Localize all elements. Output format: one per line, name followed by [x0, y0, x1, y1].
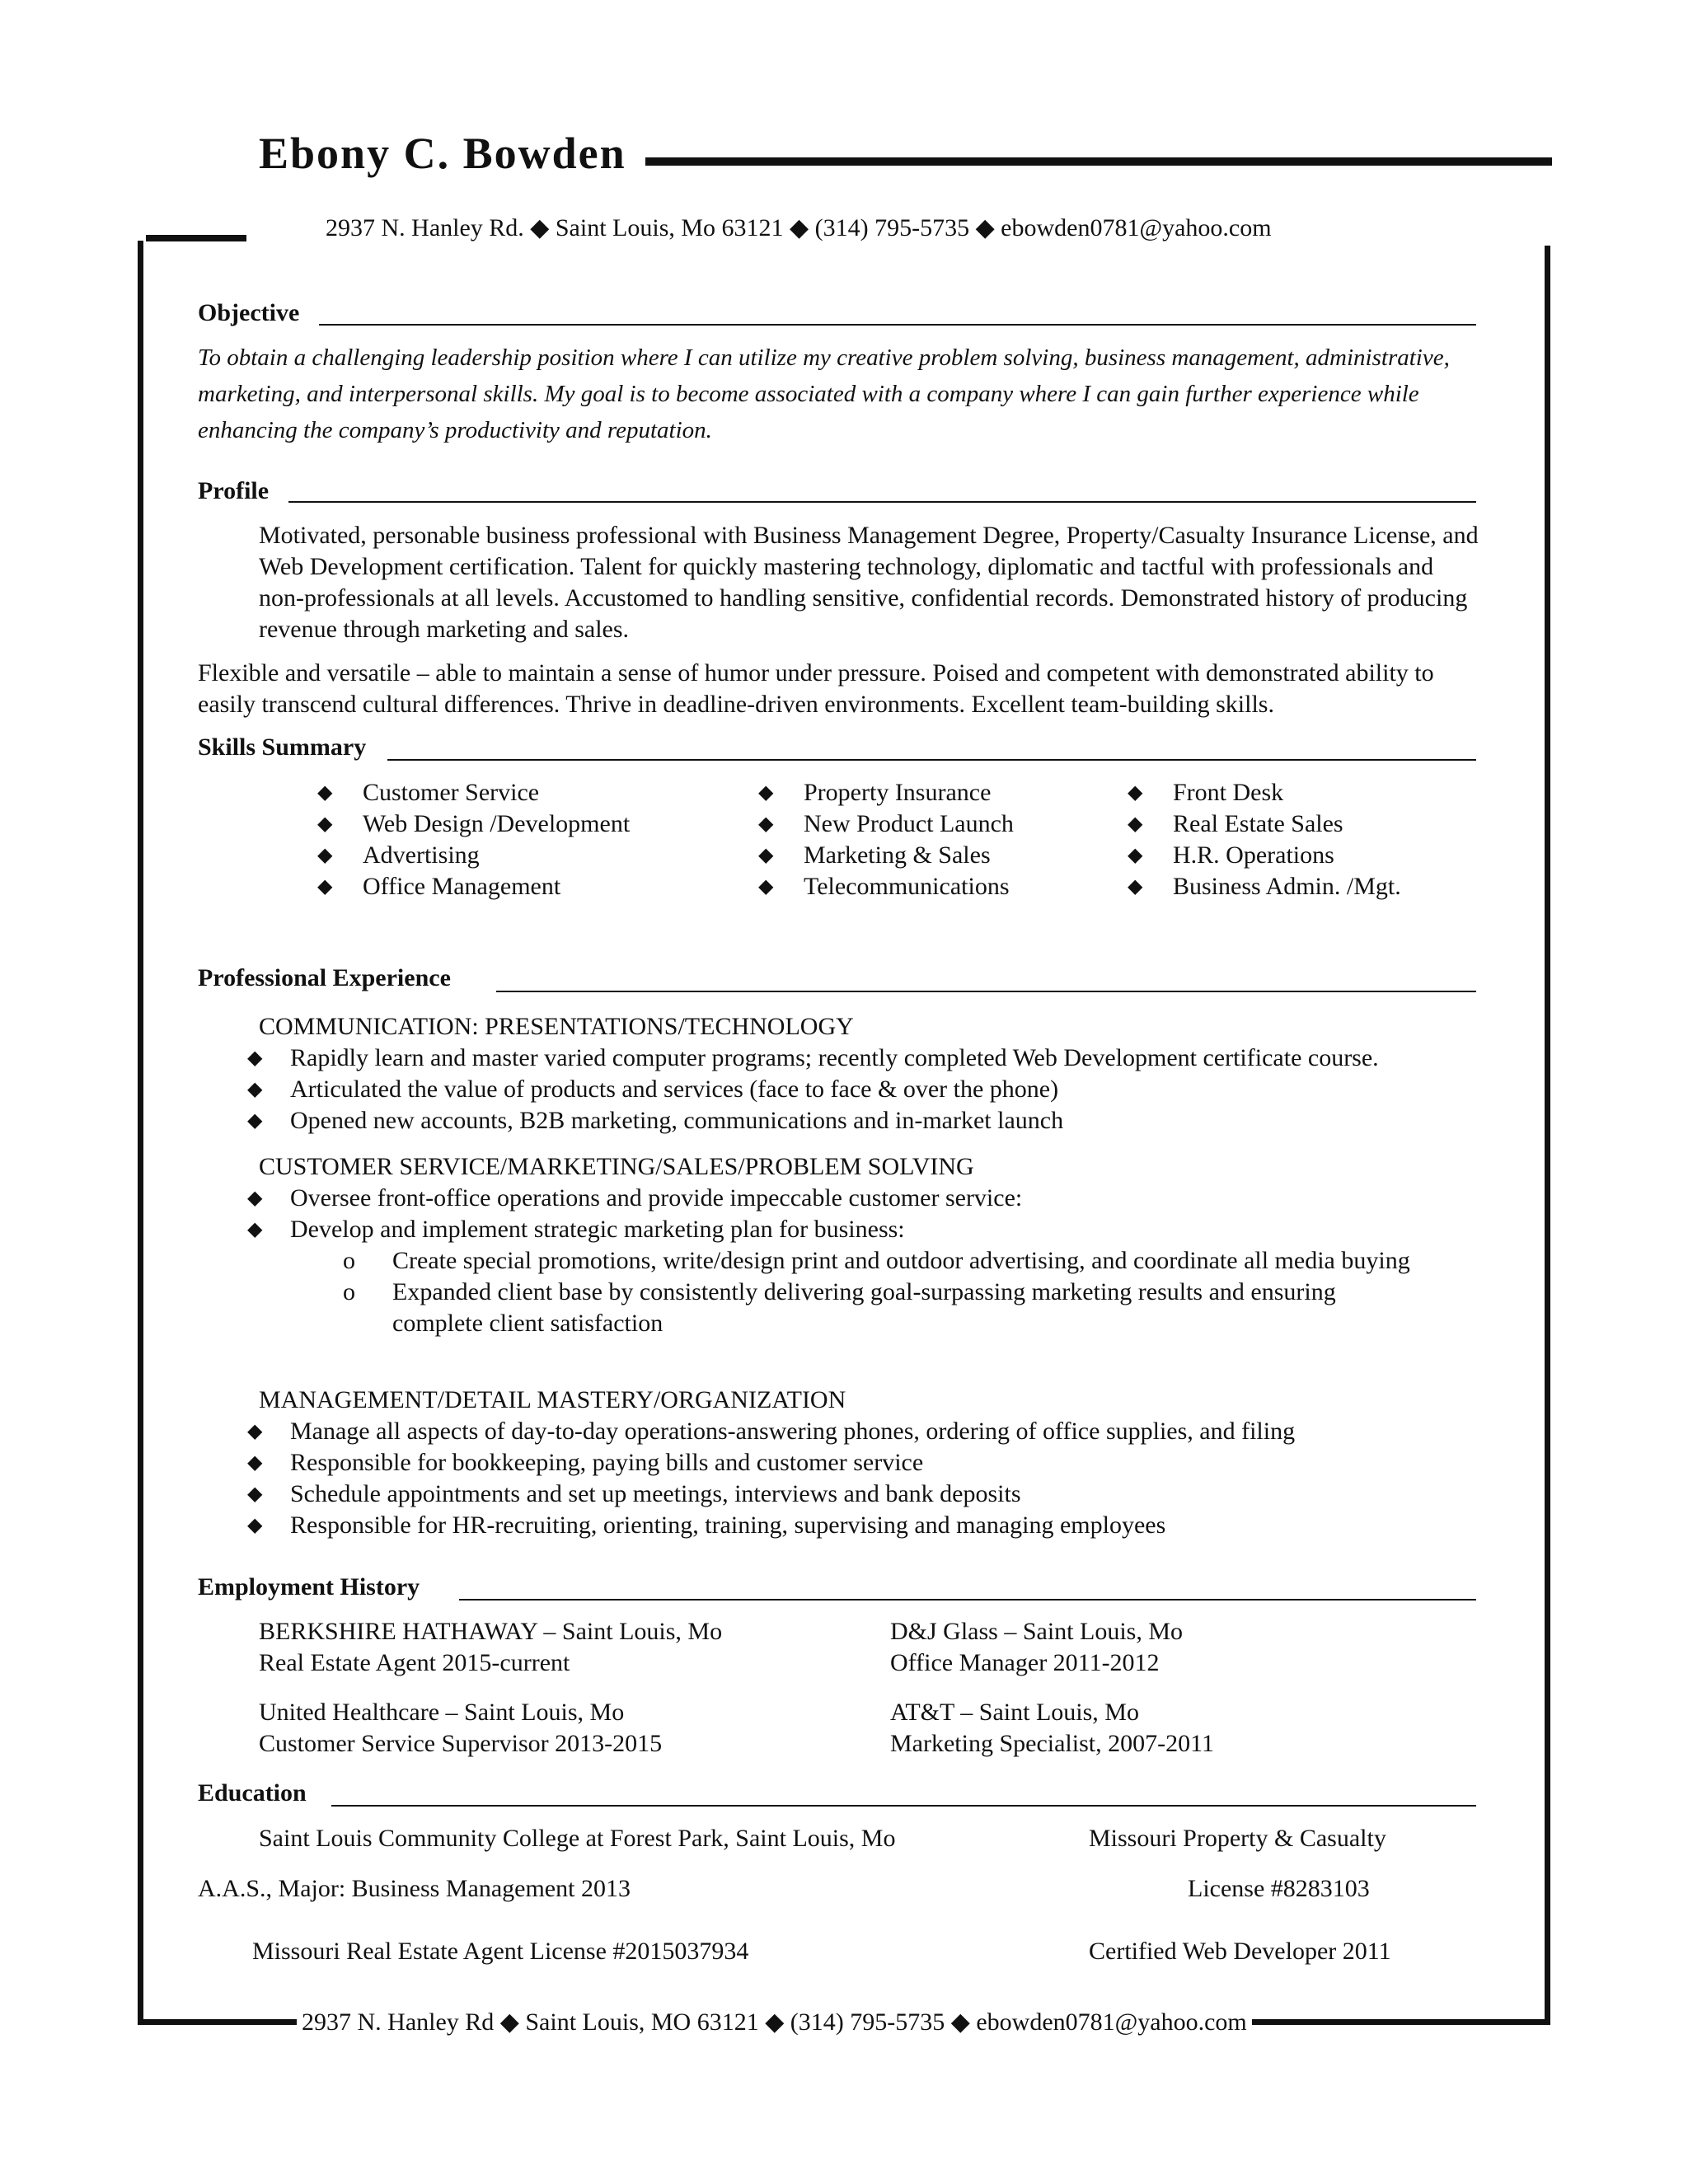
experience-item: ◆ Oversee front-office operations and provide impeccable customer service:: [247, 1183, 1418, 1214]
education-degree: A.A.S., Major: Business Management 2013: [198, 1875, 631, 1902]
skill-item: ◆ Customer Service: [317, 777, 630, 808]
diamond-bullet-icon: ◆: [247, 1047, 263, 1069]
diamond-bullet-icon: ◆: [317, 876, 333, 898]
job-role: Marketing Specialist, 2007-2011: [890, 1730, 1214, 1757]
header-contact: 2937 N. Hanley Rd. ◆ Saint Louis, Mo 63121 ◆ (314) 795-5735 ◆ ebowden0781@yahoo.com: [326, 214, 1272, 241]
diamond-bullet-icon: ◆: [758, 876, 774, 898]
profile-title: Profile: [198, 477, 270, 504]
footer-contact: 2937 N. Hanley Rd ◆ Saint Louis, MO 63121 ◆ (314) 795-5735 ◆ ebowden0781@yahoo.com: [297, 2008, 1252, 2036]
profile-paragraph-2: Flexible and versatile – able to maintain a sense of humor under pressure. Poised and competent with demonstrated ability to easily transcend cultural differences. Thrive in deadline-driven environments. Excellent team-building skills.: [198, 659, 1434, 718]
profile-rule: [288, 501, 1476, 503]
experience-heading: COMMUNICATION: PRESENTATIONS/TECHNOLOGY: [259, 1013, 854, 1040]
diamond-bullet-icon: ◆: [247, 1421, 263, 1442]
experience-subitem: o Create special promotions, write/design print and outdoor advertising, and coordinate all media buying: [336, 1245, 1418, 1277]
education-rule: [331, 1805, 1476, 1807]
job-company: BERKSHIRE HATHAWAY – Saint Louis, Mo: [259, 1618, 723, 1645]
experience-item: ◆ Articulated the value of products and services (face to face & over the phone): [247, 1074, 1492, 1105]
diamond-bullet-icon: ◆: [758, 782, 774, 804]
diamond-bullet-icon: ◆: [1128, 845, 1143, 866]
diamond-bullet-icon: ◆: [247, 1452, 263, 1474]
objective-rule: [319, 324, 1476, 326]
experience-group-customer-service: [247, 1151, 1418, 1339]
employment-rule: [459, 1599, 1476, 1601]
diamond-bullet-icon: ◆: [317, 813, 333, 835]
skill-item: ◆ Business Admin. /Mgt.: [1128, 871, 1401, 902]
diamond-bullet-icon: ◆: [758, 845, 774, 866]
diamond-bullet-icon: ◆: [247, 1219, 263, 1240]
objective-text: To obtain a challenging leadership position where I can utilize my creative problem solving, business management, administrative, marketing, and interpersonal skills. My goal is to become associated with a company where I can gain further experience while enhancing the company’s productivity and reputation.: [198, 344, 1450, 443]
name-rule: [645, 157, 1552, 166]
job-entry: [259, 1697, 662, 1760]
skill-item: ◆ Marketing & Sales: [758, 840, 1014, 871]
skill-item: ◆ Telecommunications: [758, 871, 1014, 902]
frame-right-border: [1545, 246, 1550, 2025]
education-real-estate-license: Missouri Real Estate Agent License #2015037934: [252, 1938, 749, 1965]
skill-item: ◆ H.R. Operations: [1128, 840, 1401, 871]
job-entry: [259, 1616, 722, 1679]
job-company: United Healthcare – Saint Louis, Mo: [259, 1699, 625, 1726]
experience-item: ◆ Schedule appointments and set up meetings, interviews and bank deposits: [247, 1479, 1492, 1510]
education-school: Saint Louis Community College at Forest Park, Saint Louis, Mo: [259, 1825, 896, 1852]
experience-item: ◆ Manage all aspects of day-to-day operations-answering phones, ordering of office supplies, and filing: [247, 1416, 1492, 1447]
job-company: AT&T – Saint Louis, Mo: [890, 1699, 1139, 1726]
job-role: Real Estate Agent 2015-current: [259, 1649, 570, 1676]
employment-title: Employment History: [198, 1573, 420, 1601]
experience-item: ◆ Responsible for bookkeeping, paying bills and customer service: [247, 1447, 1492, 1479]
skill-item: ◆ New Product Launch: [758, 808, 1014, 840]
skills-rule: [387, 759, 1476, 761]
diamond-bullet-icon: ◆: [247, 1079, 263, 1100]
skill-item: ◆ Advertising: [317, 840, 630, 871]
diamond-bullet-icon: ◆: [758, 813, 774, 835]
skill-item: ◆ Real Estate Sales: [1128, 808, 1401, 840]
frame-left-border: [138, 241, 143, 2024]
circle-bullet-icon: o: [343, 1278, 355, 1305]
profile-paragraph-1: Motivated, personable business professional with Business Management Degree, Property/Casualty Insurance License, and Web Development certification. Talent for quickly mastering technology, diplomatic and tactful with professionals and non-professionals at all levels. Accustomed to handling sensitive, confidential records. Demonstrated history of producing revenue through marketing and sales.: [259, 522, 1479, 643]
skills-column-3: [1128, 777, 1401, 902]
skill-item: ◆ Property Insurance: [758, 777, 1014, 808]
experience-title: Professional Experience: [198, 964, 451, 991]
experience-subitem: o Expanded client base by consistently delivering goal-surpassing marketing results and ensuring complete client satisfaction: [336, 1277, 1418, 1339]
job-role: Customer Service Supervisor 2013-2015: [259, 1730, 663, 1757]
skills-column-2: [758, 777, 1014, 902]
experience-heading: MANAGEMENT/DETAIL MASTERY/ORGANIZATION: [259, 1386, 846, 1413]
diamond-bullet-icon: ◆: [247, 1483, 263, 1505]
education-insurance-title: Missouri Property & Casualty: [1089, 1825, 1386, 1852]
diamond-bullet-icon: ◆: [1128, 782, 1143, 804]
resume-name: Ebony C. Bowden: [259, 129, 626, 178]
experience-item: ◆ Responsible for HR-recruiting, orienting, training, supervising and managing employees: [247, 1510, 1492, 1541]
experience-heading: CUSTOMER SERVICE/MARKETING/SALES/PROBLEM SOLVING: [259, 1153, 974, 1180]
skill-item: ◆ Web Design /Development: [317, 808, 630, 840]
diamond-bullet-icon: ◆: [317, 782, 333, 804]
skill-item: ◆ Front Desk: [1128, 777, 1401, 808]
education-web-developer: Certified Web Developer 2011: [1089, 1938, 1391, 1965]
circle-bullet-icon: o: [343, 1247, 355, 1274]
diamond-bullet-icon: ◆: [247, 1515, 263, 1536]
frame-top-segment: [146, 235, 246, 241]
job-entry: [890, 1616, 1183, 1679]
diamond-bullet-icon: ◆: [317, 845, 333, 866]
education-insurance-license: License #8283103: [1188, 1875, 1370, 1902]
experience-item: ◆ Opened new accounts, B2B marketing, communications and in-market launch: [247, 1105, 1492, 1137]
education-title: Education: [198, 1779, 307, 1807]
experience-rule: [496, 991, 1476, 992]
diamond-bullet-icon: ◆: [247, 1188, 263, 1209]
skills-title: Skills Summary: [198, 733, 367, 761]
experience-group-management: [247, 1385, 1492, 1541]
experience-item: ◆ Rapidly learn and master varied computer programs; recently completed Web Development certificate course.: [247, 1043, 1492, 1074]
diamond-bullet-icon: ◆: [1128, 813, 1143, 835]
experience-group-communication: [247, 1011, 1492, 1137]
job-entry: [890, 1697, 1214, 1760]
objective-title: Objective: [198, 299, 300, 326]
skills-column-1: [317, 777, 630, 902]
job-company: D&J Glass – Saint Louis, Mo: [890, 1618, 1184, 1645]
diamond-bullet-icon: ◆: [1128, 876, 1143, 898]
skill-item: ◆ Office Management: [317, 871, 630, 902]
diamond-bullet-icon: ◆: [247, 1110, 263, 1132]
experience-item: ◆ Develop and implement strategic marketing plan for business:: [247, 1214, 1418, 1245]
job-role: Office Manager 2011-2012: [890, 1649, 1160, 1676]
